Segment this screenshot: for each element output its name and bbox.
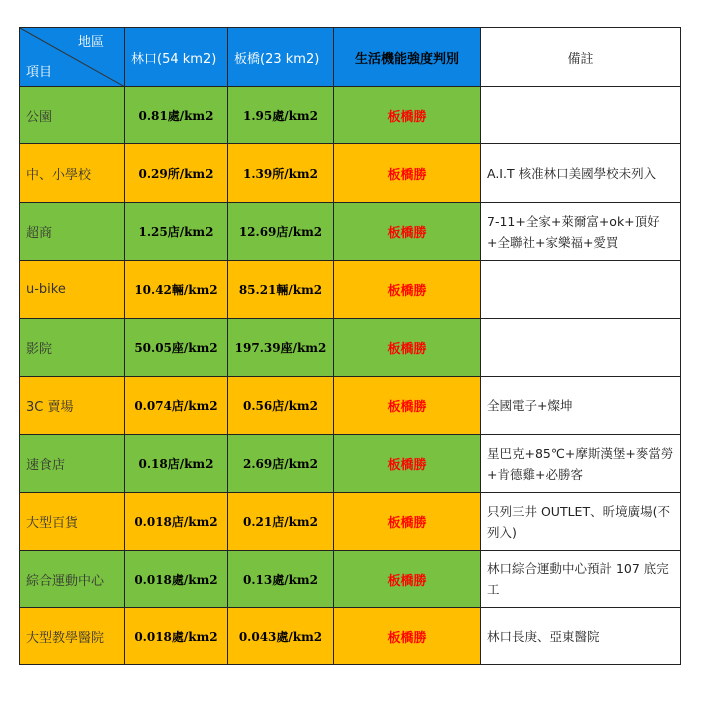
comparison-table <box>19 27 681 665</box>
note-cell: A.I.T 核准林口美國學校未列入 <box>481 144 681 203</box>
table-row <box>20 551 681 608</box>
item-cell: 綜合運動中心 <box>20 551 125 608</box>
judgement-value: 板橋勝 <box>334 551 481 608</box>
region-a-value: 0.18店/km2 <box>125 435 228 493</box>
item-cell: 速食店 <box>20 435 125 493</box>
region-a-value: 0.074店/km2 <box>125 377 228 435</box>
region-b-value: 0.56店/km2 <box>228 377 334 435</box>
judgement-value: 板橋勝 <box>334 144 481 203</box>
note-cell: 只列三井 OUTLET、昕境廣場(不列入) <box>481 493 681 551</box>
judgement-header: 生活機能強度判別 <box>334 28 481 87</box>
table-row <box>20 377 681 435</box>
judgement-value: 板橋勝 <box>334 608 481 665</box>
region-a-value: 10.42輛/km2 <box>125 261 228 319</box>
judgement-value: 板橋勝 <box>334 435 481 493</box>
table-row <box>20 87 681 144</box>
table-row <box>20 203 681 261</box>
table-row <box>20 144 681 203</box>
note-header: 備註 <box>481 28 681 87</box>
region-b-value: 85.21輛/km2 <box>228 261 334 319</box>
region-b-value: 1.39所/km2 <box>228 144 334 203</box>
region-b-header: 板橋(23 km2) <box>228 28 334 87</box>
note-cell: 星巴克+85℃+摩斯漢堡+麥當勞+肯德雞+必勝客 <box>481 435 681 493</box>
region-a-value: 0.29所/km2 <box>125 144 228 203</box>
region-a-value: 0.018處/km2 <box>125 551 228 608</box>
item-cell: 大型教學醫院 <box>20 608 125 665</box>
note-cell <box>481 261 681 319</box>
note-cell: 7-11+全家+萊爾富+ok+頂好+全聯社+家樂福+愛買 <box>481 203 681 261</box>
region-b-value: 0.21店/km2 <box>228 493 334 551</box>
region-b-value: 0.13處/km2 <box>228 551 334 608</box>
corner-header-cell <box>20 28 125 87</box>
region-b-value: 1.95處/km2 <box>228 87 334 144</box>
note-cell: 林口長庚、亞東醫院 <box>481 608 681 665</box>
table-row <box>20 319 681 377</box>
note-cell <box>481 319 681 377</box>
item-cell: 影院 <box>20 319 125 377</box>
table-row <box>20 435 681 493</box>
item-cell: 大型百貨 <box>20 493 125 551</box>
note-cell: 全國電子+燦坤 <box>481 377 681 435</box>
region-a-value: 0.018店/km2 <box>125 493 228 551</box>
judgement-value: 板橋勝 <box>334 87 481 144</box>
judgement-value: 板橋勝 <box>334 319 481 377</box>
item-cell: 超商 <box>20 203 125 261</box>
item-cell: 中、小學校 <box>20 144 125 203</box>
judgement-value: 板橋勝 <box>334 493 481 551</box>
region-b-value: 12.69店/km2 <box>228 203 334 261</box>
region-a-value: 1.25店/km2 <box>125 203 228 261</box>
item-cell: 3C 賣場 <box>20 377 125 435</box>
table-row <box>20 608 681 665</box>
region-b-value: 197.39座/km2 <box>228 319 334 377</box>
judgement-value: 板橋勝 <box>334 203 481 261</box>
corner-region-label: 地區 <box>77 35 104 50</box>
region-b-value: 2.69店/km2 <box>228 435 334 493</box>
note-cell <box>481 87 681 144</box>
item-cell: u-bike <box>20 261 125 319</box>
judgement-value: 板橋勝 <box>334 261 481 319</box>
region-a-value: 50.05座/km2 <box>125 319 228 377</box>
judgement-value: 板橋勝 <box>334 377 481 435</box>
region-a-value: 0.018處/km2 <box>125 608 228 665</box>
table-row <box>20 493 681 551</box>
table-row <box>20 261 681 319</box>
region-a-value: 0.81處/km2 <box>125 87 228 144</box>
region-b-value: 0.043處/km2 <box>228 608 334 665</box>
header-row <box>20 28 681 87</box>
note-cell: 林口綜合運動中心預計 107 底完工 <box>481 551 681 608</box>
corner-item-label: 項目 <box>26 65 53 80</box>
region-a-header: 林口(54 km2) <box>125 28 228 87</box>
item-cell: 公園 <box>20 87 125 144</box>
